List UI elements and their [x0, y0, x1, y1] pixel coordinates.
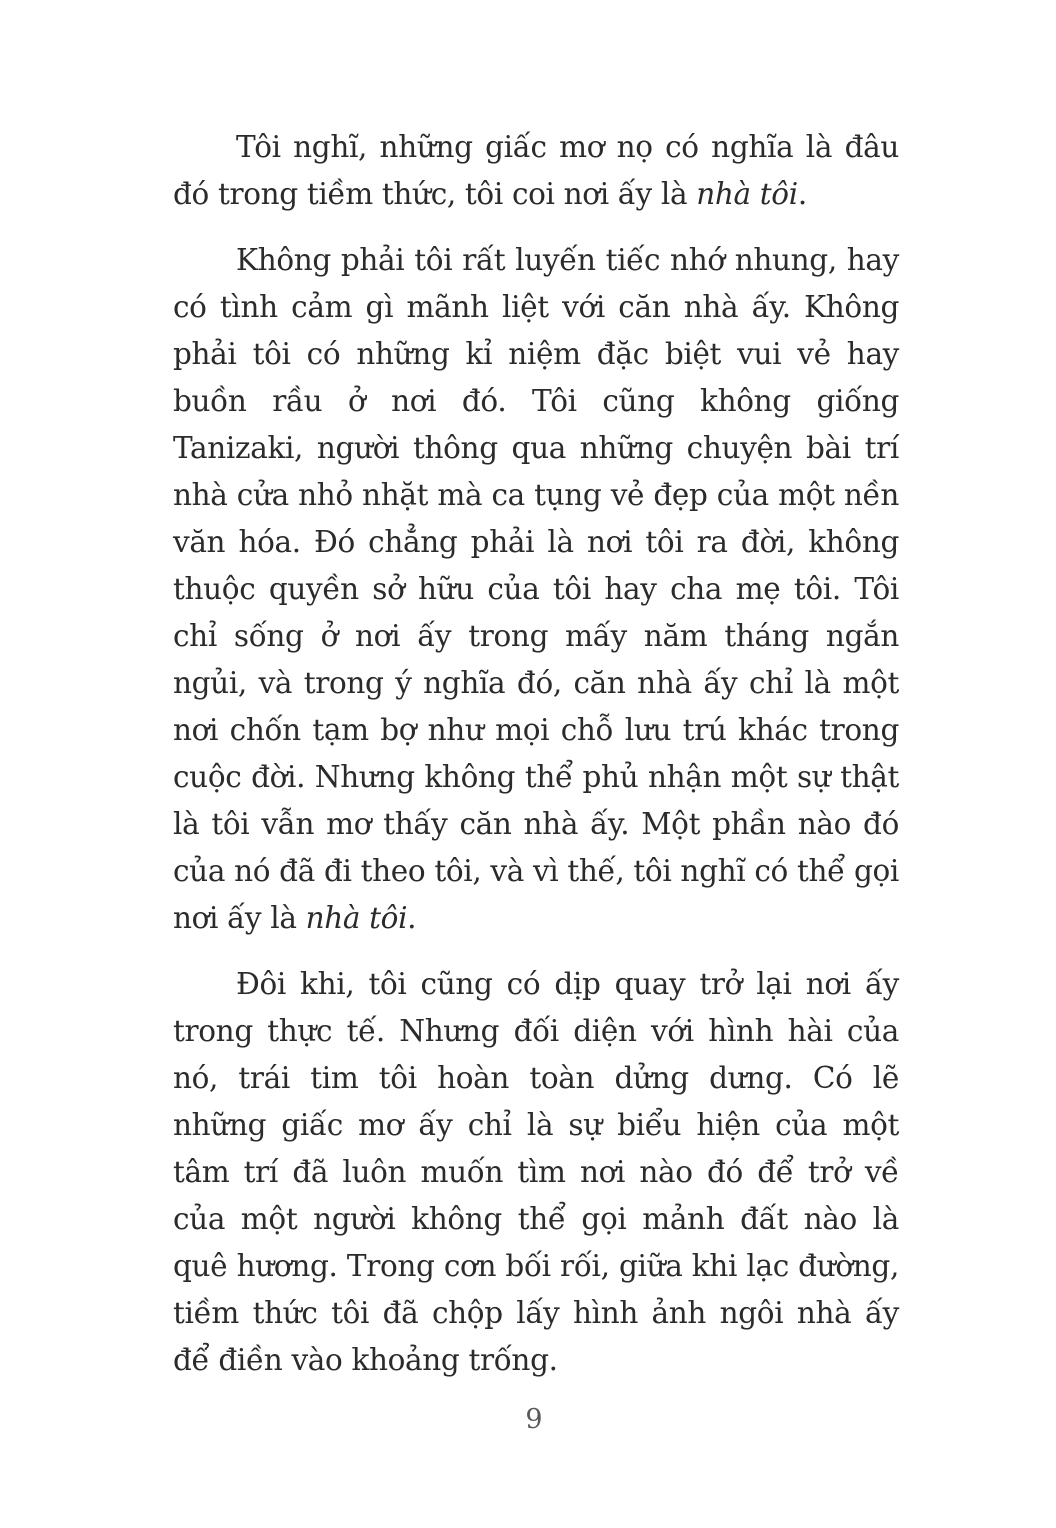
paragraph-3-text: Đôi khi, tôi cũng có dịp quay trở lại nơi ấy trong thực tế. Nhưng đối diện với hình hài của nó, trái tim tôi hoàn toàn dửng dưng. Có lẽ những giấc mơ ấy chỉ là sự biểu hiện của một tâm trí đã luôn muốn tìm nơi nào đó để trở về của một người không thể gọi mảnh đất nào là quê hương. Trong cơn bối rối, giữa khi lạc đường, tiềm thức tôi đã chộp lấy hình ảnh ngôi nhà ấy để điền vào khoảng trống. [173, 967, 899, 1377]
paragraph-1-end: . [797, 177, 807, 211]
body-text [173, 124, 899, 1403]
paragraph-2 [173, 237, 899, 942]
paragraph-2-italic: nhà tôi [305, 901, 408, 935]
paragraph-1 [173, 124, 899, 218]
paragraph-2-text: Không phải tôi rất luyến tiếc nhớ nhung, hay có tình cảm gì mãnh liệt với căn nhà ấy. Không phải tôi có những kỉ niệm đặc biệt vui vẻ hay buồn rầu ở nơi đó. Tôi cũng không giống Tanizaki, người thông qua những chuyện bài trí nhà cửa nhỏ nhặt mà ca tụng vẻ đẹp của một nền văn hóa. Đó chẳng phải là nơi tôi ra đời, không thuộc quyền sở hữu của tôi hay cha mẹ tôi. Tôi chỉ sống ở nơi ấy trong mấy năm tháng ngắn ngủi, và trong ý nghĩa đó, căn nhà ấy chỉ là một nơi chốn tạm bợ như mọi chỗ lưu trú khác trong cuộc đời. Nhưng không thể phủ nhận một sự thật là tôi vẫn mơ thấy căn nhà ấy. Một phần nào đó của nó đã đi theo tôi, và vì thế, tôi nghĩ có thể gọi nơi ấy là [173, 243, 899, 935]
paragraph-2-end: . [407, 901, 417, 935]
paragraph-1-italic: nhà tôi [696, 177, 798, 211]
paragraph-3 [173, 961, 899, 1384]
paragraph-1-text: Tôi nghĩ, những giấc mơ nọ có nghĩa là đâu đó trong tiềm thức, tôi coi nơi ấy là [173, 130, 899, 211]
page-number: 9 [525, 1404, 543, 1435]
